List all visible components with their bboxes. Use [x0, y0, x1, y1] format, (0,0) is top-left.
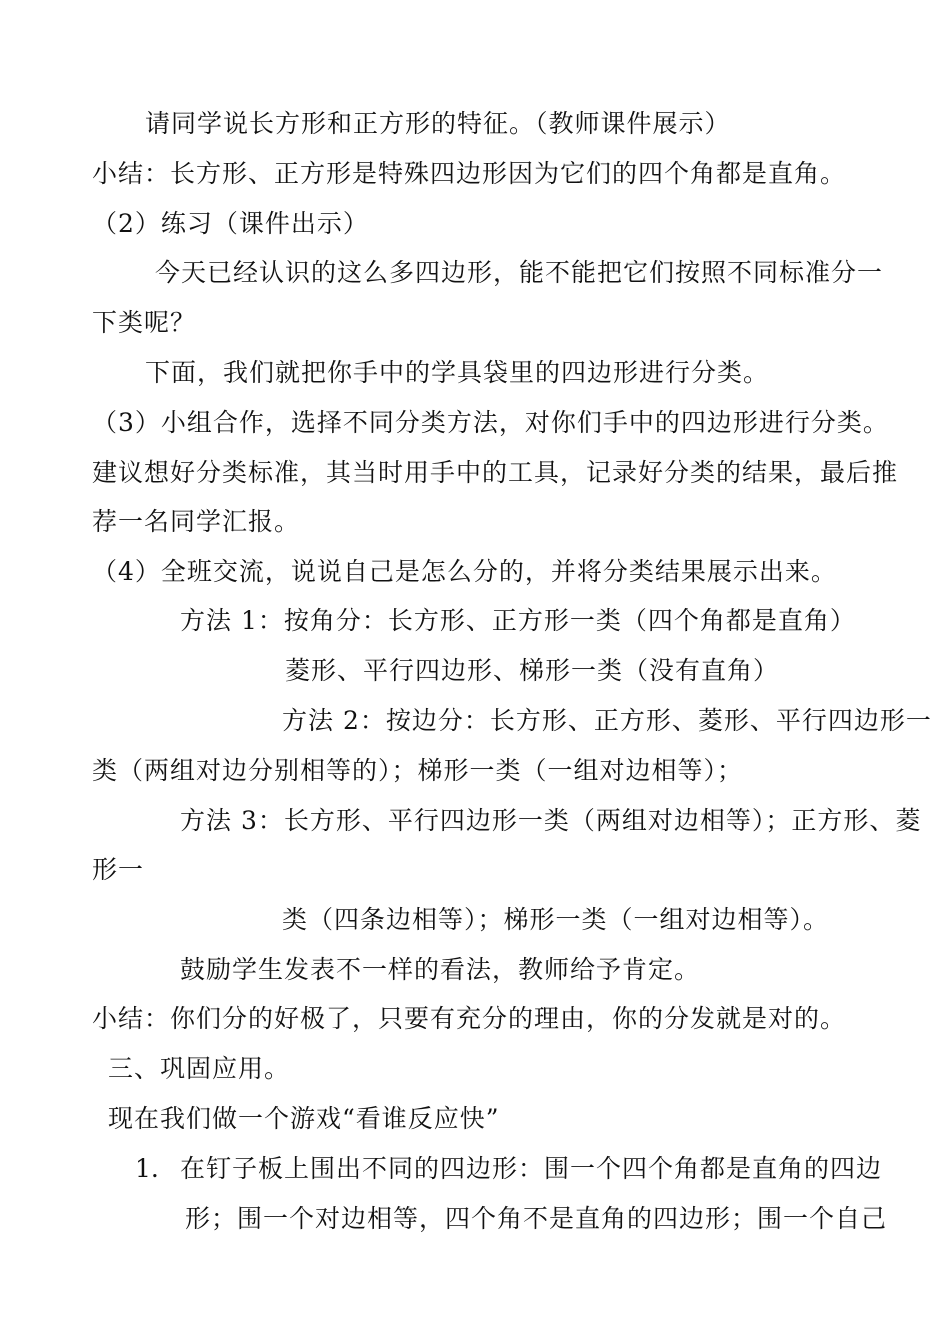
summary-line-1: 小结：长方形、正方形是特殊四边形因为它们的四个角都是直角。 — [92, 159, 847, 188]
list-item-number: 1. — [135, 1154, 159, 1183]
section-heading-practice: （2）练习（课件出示） — [92, 209, 369, 238]
method-3-wrap: 形一 — [92, 855, 145, 884]
game-intro-line: 现在我们做一个游戏“看谁反应快” — [108, 1104, 500, 1133]
method-1-continuation: 菱形、平行四边形、梯形一类（没有直角） — [285, 656, 780, 685]
method-2-continuation: 类（两组对边分别相等的）；梯形一类（一组对边相等）； — [92, 756, 744, 785]
encourage-line: 鼓励学生发表不一样的看法，教师给予肯定。 — [180, 955, 701, 984]
paragraph-line-9: 荐一名同学汇报。 — [92, 507, 301, 536]
paragraph-line-5: 下类呢？ — [92, 308, 197, 337]
method-1-line: 方法 1：按角分：长方形、正方形一类（四个角都是直角） — [180, 606, 856, 635]
method-3-line: 方法 3：长方形、平行四边形一类（两组对边相等）；正方形、菱 — [180, 806, 922, 835]
summary-line-2: 小结：你们分的好极了，只要有充分的理由，你的分发就是对的。 — [92, 1004, 847, 1033]
section-heading-consolidation: 三、巩固应用。 — [108, 1054, 291, 1083]
list-item-line-1: 在钉子板上围出不同的四边形：围一个四个角都是直角的四边 — [180, 1154, 883, 1183]
paragraph-line-6: 下面，我们就把你手中的学具袋里的四边形进行分类。 — [145, 358, 770, 387]
paragraph-line-4: 今天已经认识的这么多四边形，能不能把它们按照不同标准分一 — [155, 258, 884, 287]
section-heading-class-exchange: （4）全班交流，说说自己是怎么分的，并将分类结果展示出来。 — [92, 557, 837, 586]
method-2-line: 方法 2：按边分：长方形、正方形、菱形、平行四边形一 — [282, 706, 932, 735]
paragraph-line-8: 建议想好分类标准，其当时用手中的工具，记录好分类的结果，最后推 — [92, 458, 899, 487]
section-heading-group-work: （3）小组合作，选择不同分类方法，对你们手中的四边形进行分类。 — [92, 408, 889, 437]
method-3-continuation: 类（四条边相等）；梯形一类（一组对边相等）。 — [282, 905, 830, 934]
list-item-line-2: 形；围一个对边相等，四个角不是直角的四边形；围一个自己 — [185, 1204, 888, 1233]
paragraph-line-1: 请同学说长方形和正方形的特征。（教师课件展示） — [145, 109, 731, 138]
